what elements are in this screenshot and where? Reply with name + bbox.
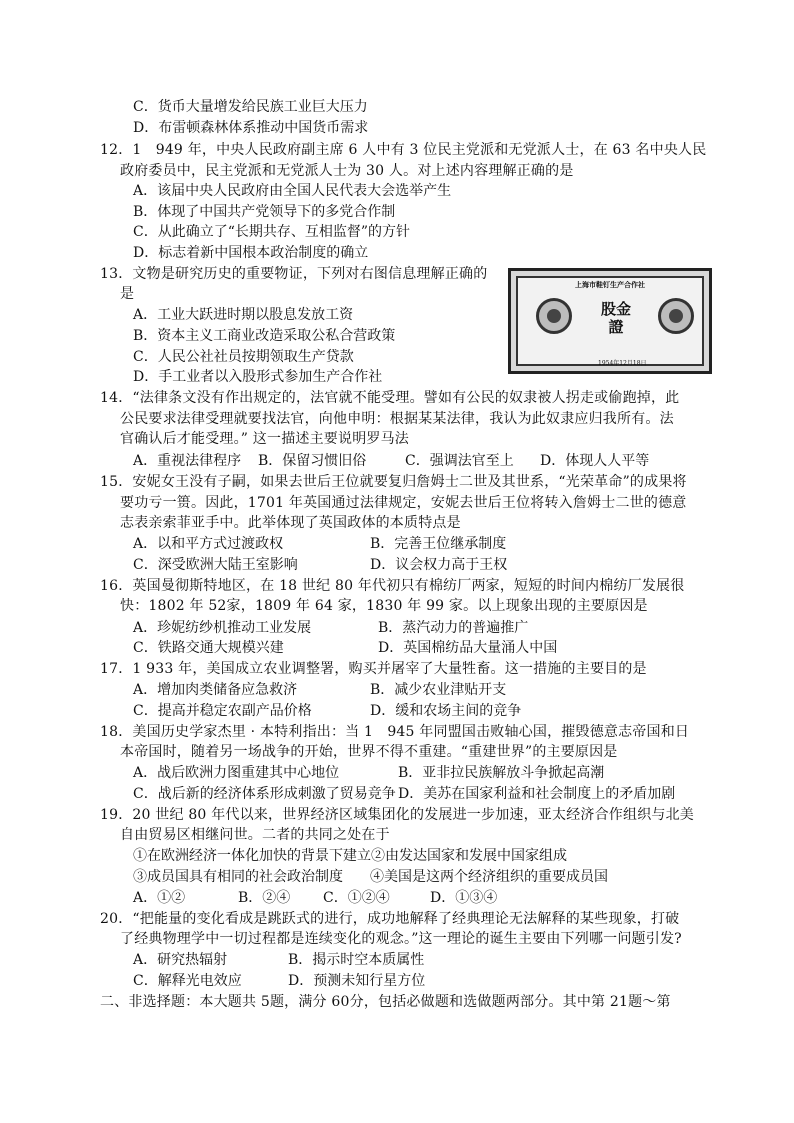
q19-statement-4: ④美国是这两个经济组织的重要成员国 bbox=[370, 869, 608, 885]
q12-option-b: B．体现了中国共产党领导下的多党合作制 bbox=[133, 204, 396, 220]
q19-stem-line2: 自由贸易区相继问世。二者的共同之处在于 bbox=[120, 827, 390, 843]
q12-stem-line1: 12．1 949 年，中央人民政府副主席 6 人中有 3 位民主党派和无党派人士，在 63 名中央人民 bbox=[100, 142, 707, 158]
q20-option-b: B．揭示时空本质属性 bbox=[288, 952, 425, 968]
q19-option-c: C．①②④ bbox=[323, 890, 390, 906]
q14-option-c: C．强调法官至上 bbox=[405, 453, 514, 469]
q12-option-a: A．该届中央人民政府由全国人民代表大会选举产生 bbox=[133, 183, 452, 199]
q15-stem-line3: 志表亲索菲亚手中。此举体现了英国政体的本质特点是 bbox=[120, 515, 461, 531]
q15-option-d: D．议会权力高于王权 bbox=[370, 557, 508, 573]
q13-stem-line1: 13．文物是研究历史的重要物证，下列对右图信息理解正确的 bbox=[100, 266, 488, 282]
section-two-heading: 二、非选择题：本大题共 5题，满分 60分，包括必做题和选做题两部分。其中第 21题～第 bbox=[100, 994, 671, 1010]
q15-stem-line1: 15．安妮女王没有子嗣，如果去世后王位就要复归詹姆士二世及其世系，“光荣革命”的成果将 bbox=[100, 474, 687, 490]
q12-option-c: C．从此确立了“长期共存、互相监督”的方针 bbox=[133, 224, 411, 240]
q20-stem-line1: 20．“把能量的变化看成是跳跃式的进行，成功地解释了经典理论无法解释的某些现象，打破 bbox=[100, 911, 680, 927]
q19-option-a: A．①② bbox=[133, 890, 186, 906]
q17-option-a: A．增加肉类储备应急救济 bbox=[133, 682, 298, 698]
q16-option-a: A．珍妮纺纱机推动工业发展 bbox=[133, 620, 312, 636]
q18-option-b: B．亚非拉民族解放斗争掀起高潮 bbox=[398, 765, 605, 781]
certificate-title: 股金證 bbox=[600, 300, 631, 336]
q11-option-d: D．布雷顿森林体系推动中国货币需求 bbox=[133, 120, 369, 136]
q19-stem-line1: 19．20 世纪 80 年代以来，世界经济区域集团化的发展进一步加速，亚太经济合作组织与北美 bbox=[100, 807, 694, 823]
q12-stem-line2: 政府委员中，民主党派和无党派人士为 30 人。对上述内容理解正确的是 bbox=[120, 163, 574, 179]
q19-statement-1-2: ①在欧洲经济一体化加快的背景下建立②由发达国家和发展中国家组成 bbox=[133, 848, 567, 864]
right-seal-icon bbox=[658, 298, 694, 334]
q14-option-d: D．体现人人平等 bbox=[540, 453, 650, 469]
q15-option-b: B．完善王位继承制度 bbox=[370, 536, 507, 552]
q18-option-d: D．美苏在国家利益和社会制度上的矛盾加剧 bbox=[398, 786, 676, 802]
q14-option-b: B．保留习惯旧俗 bbox=[258, 453, 367, 469]
q13-option-a: A．工业大跃进时期以股息发放工资 bbox=[133, 307, 354, 323]
q14-stem-line2: 公民要求法律受理就要找法官，向他申明：根据某某法律，我认为此奴隶应归我所有。法 bbox=[120, 411, 674, 427]
q20-option-d: D．预测未知行星方位 bbox=[288, 973, 426, 989]
q14-stem-line3: 官确认后才能受理。” 这一描述主要说明罗马法 bbox=[120, 431, 410, 447]
q14-option-a: A．重视法律程序 bbox=[133, 453, 242, 469]
q11-option-c: C．货币大量增发给民族工业巨大压力 bbox=[133, 99, 368, 115]
q13-option-d: D．手工业者以入股形式参加生产合作社 bbox=[133, 369, 383, 385]
share-certificate-image bbox=[508, 268, 712, 374]
q13-option-b: B．资本主义工商业改造采取公私合营政策 bbox=[133, 328, 396, 344]
q16-stem-line1: 16．英国曼彻斯特地区，在 18 世纪 80 年代初只有棉纺厂两家，短短的时间内棉纺厂发展很 bbox=[100, 578, 685, 594]
q16-option-b: B．蒸汽动力的普遍推广 bbox=[378, 620, 529, 636]
q18-stem-line2: 本帝国时，随着另一场战争的开始，世界不得不重建。“重建世界”的主要原因是 bbox=[120, 744, 618, 760]
q16-stem-line2: 快：1802 年 52家，1809 年 64 家，1830 年 99 家。以上现象出现的主要原因是 bbox=[120, 598, 648, 614]
q20-stem-line2: 了经典物理学中一切过程都是连续变化的观念。”这一理论的诞生主要由下列哪一问题引发? bbox=[120, 931, 682, 947]
certificate-header: 上海市鞋钉生产合作社 bbox=[575, 280, 645, 289]
q17-stem-line1: 17．1 933 年，美国成立农业调整署，购买并屠宰了大量牲畜。这一措施的主要目的是 bbox=[100, 661, 647, 677]
left-seal-icon bbox=[536, 298, 572, 334]
q14-stem-line1: 14．“法律条文没有作出规定的，法官就不能受理。譬如有公民的奴隶被人拐走或偷跑掉，此 bbox=[100, 390, 680, 406]
q13-stem-line2: 是 bbox=[120, 286, 135, 302]
q15-option-a: A．以和平方式过渡政权 bbox=[133, 536, 284, 552]
certificate-frame bbox=[516, 276, 704, 366]
certificate-date: 1954年12月18日 bbox=[598, 360, 647, 367]
q15-stem-line2: 要功亏一篑。因此，1701 年英国通过法律规定，安妮去世后王位将转入詹姆士二世的德意 bbox=[120, 495, 687, 511]
q16-option-c: C．铁路交通大规模兴建 bbox=[133, 640, 284, 656]
q18-option-c: C．战后新的经济体系形成刺激了贸易竞争 bbox=[133, 786, 396, 802]
q17-option-d: D．缓和农场主间的竞争 bbox=[370, 703, 522, 719]
q19-option-d: D．①③④ bbox=[430, 890, 498, 906]
q17-option-b: B．减少农业津贴开支 bbox=[370, 682, 507, 698]
q20-option-c: C．解释光电效应 bbox=[133, 973, 242, 989]
q16-option-d: D．英国棉纺品大量涌人中国 bbox=[378, 640, 558, 656]
q19-option-b: B．②④ bbox=[238, 890, 291, 906]
q15-option-c: C．深受欧洲大陆王室影响 bbox=[133, 557, 298, 573]
q19-statement-3: ③成员国具有相同的社会政治制度 bbox=[133, 869, 343, 885]
q18-stem-line1: 18．美国历史学家杰里 · 本特利指出：当 1 945 年同盟国击败轴心国，摧毁德意志帝国和日 bbox=[100, 724, 690, 740]
q18-option-a: A．战后欧洲力图重建其中心地位 bbox=[133, 765, 340, 781]
q20-option-a: A．研究热辐射 bbox=[133, 952, 228, 968]
q12-option-d: D．标志着新中国根本政治制度的确立 bbox=[133, 245, 369, 261]
q17-option-c: C．提高并稳定农副产品价格 bbox=[133, 703, 312, 719]
q13-option-c: C．人民公社社员按期领取生产贷款 bbox=[133, 349, 354, 365]
